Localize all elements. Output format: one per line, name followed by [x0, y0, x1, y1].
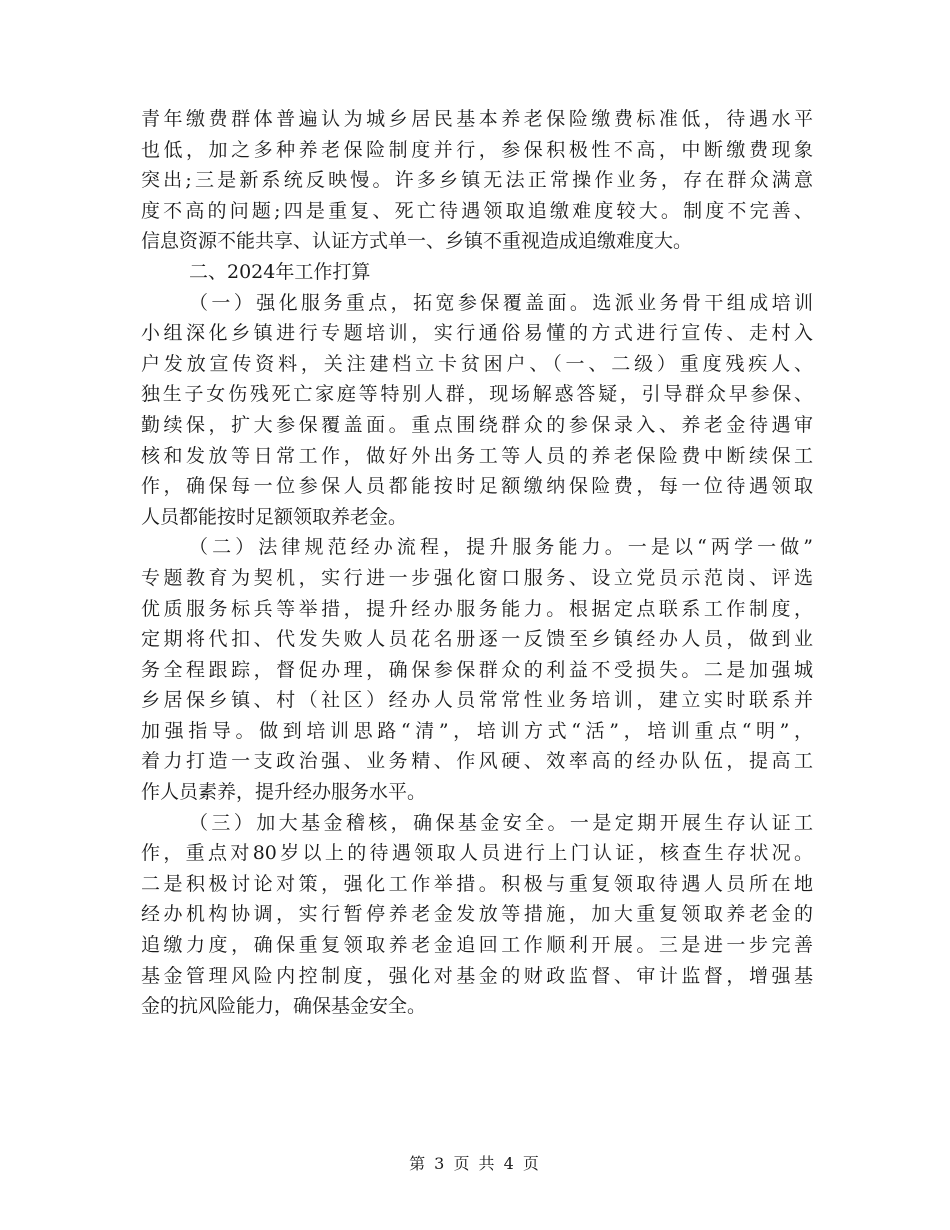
paragraph-first-line: （一）强化服务重点，拓宽参保覆盖面。选派业务骨干组成培训	[189, 291, 813, 314]
page-number-footer: 第 3 页 共 4 页	[409, 1154, 541, 1173]
text-line: 着力打造一支政治强、业务精、作风硬、效率高的经办队伍，提高工	[141, 750, 813, 773]
paragraph-first-line: （二）法律规范经办流程，提升服务能力。一是以“两学一做”	[189, 536, 813, 559]
paragraph-first-line: （三）加大基金稽核，确保基金安全。一是定期开展生存认证工	[189, 811, 813, 834]
document-body	[141, 104, 813, 1022]
text-line: 作人员素养，提升经办服务水平。	[141, 781, 427, 804]
text-line: 作，重点对80岁以上的待遇领取人员进行上门认证，核查生存状况。	[141, 842, 813, 865]
text-line: 二是积极讨论对策，强化工作举措。积极与重复领取待遇人员所在地	[141, 872, 813, 895]
text-line: 户发放宣传资料，关注建档立卡贫困户、（一、二级）重度残疾人、	[141, 352, 813, 375]
text-line: 定期将代扣、代发失败人员花名册逐一反馈至乡镇经办人员，做到业	[141, 628, 813, 651]
text-line: 优质服务标兵等举措，提升经办服务能力。根据定点联系工作制度，	[141, 597, 813, 620]
text-line: 度不高的问题;四是重复、死亡待遇领取追缴难度较大。制度不完善、	[141, 199, 813, 222]
text-line: 金的抗风险能力，确保基金安全。	[141, 995, 427, 1018]
text-line: 作，确保每一位参保人员都能按时足额缴纳保险费，每一位待遇领取	[141, 475, 813, 498]
text-line: 专题教育为契机，实行进一步强化窗口服务、设立党员示范岗、评选	[141, 566, 813, 589]
text-line: 加强指导。做到培训思路“清”，培训方式“活”，培训重点“明”，	[141, 719, 813, 742]
text-line: 务全程跟踪，督促办理，确保参保群众的利益不受损失。二是加强城	[141, 658, 813, 681]
text-line: 核和发放等日常工作，做好外出务工等人员的养老保险费中断续保工	[141, 444, 813, 467]
text-line: 乡居保乡镇、村（社区）经办人员常常性业务培训，建立实时联系并	[141, 689, 813, 712]
text-line: 基金管理风险内控制度，强化对基金的财政监督、审计监督，增强基	[141, 964, 813, 987]
section-heading: 二、2024年工作打算	[189, 260, 371, 283]
text-line: 人员都能按时足额领取养老金。	[141, 505, 408, 528]
text-line: 突出;三是新系统反映慢。许多乡镇无法正常操作业务，存在群众满意	[141, 169, 813, 192]
text-line: 小组深化乡镇进行专题培训，实行通俗易懂的方式进行宣传、走村入	[141, 322, 813, 345]
text-line: 青年缴费群体普遍认为城乡居民基本养老保险缴费标准低，待遇水平	[141, 108, 813, 130]
text-line: 也低，加之多种养老保险制度并行，参保积极性不高，中断缴费现象	[141, 138, 813, 161]
text-line: 信息资源不能共享、认证方式单一、乡镇不重视造成追缴难度大。	[141, 230, 693, 253]
text-line: 独生子女伤残死亡家庭等特别人群，现场解惑答疑，引导群众早参保、	[141, 383, 813, 406]
text-line: 追缴力度，确保重复领取养老金追回工作顺利开展。三是进一步完善	[141, 934, 813, 957]
text-line: 经办机构协调，实行暂停养老金发放等措施，加大重复领取养老金的	[141, 903, 813, 926]
text-line: 勤续保，扩大参保覆盖面。重点围绕群众的参保录入、养老金待遇审	[141, 413, 813, 436]
